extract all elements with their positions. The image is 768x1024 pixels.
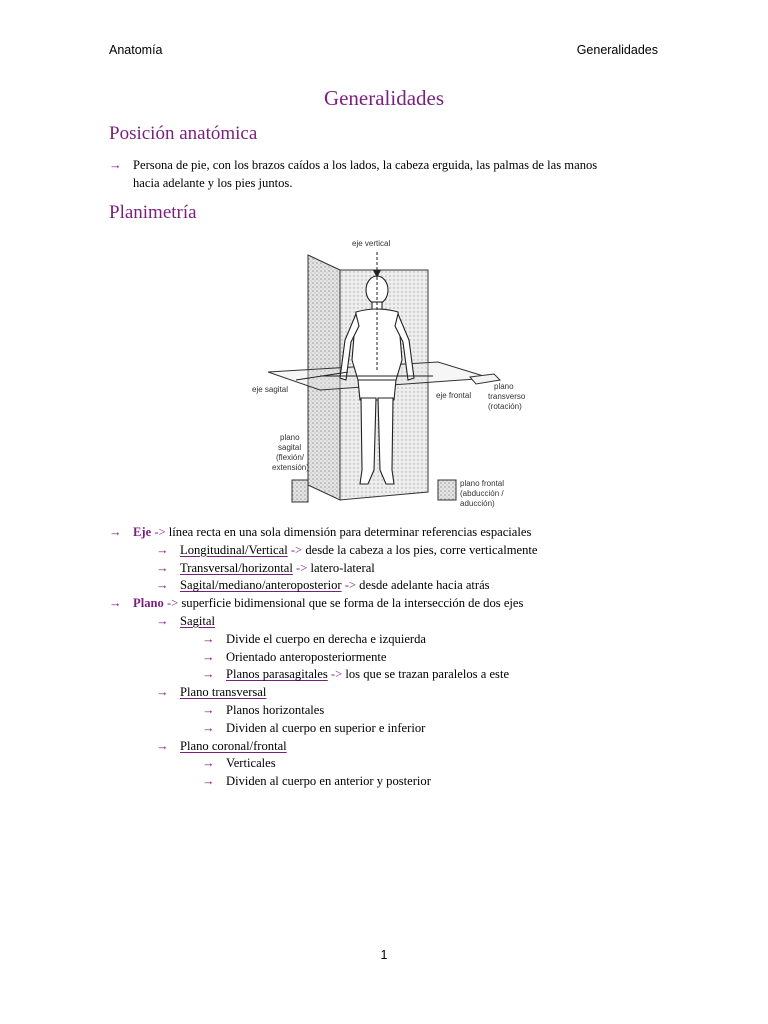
list-item-sagital-eje: → Sagital/mediano/anteroposterior -> desde adelante hacia atrás	[109, 577, 669, 595]
svg-text:plano: plano	[280, 433, 300, 442]
list-item-parasagitales: → Planos parasagitales -> los que se trazan paralelos a este	[109, 666, 669, 684]
svg-text:(flexión/: (flexión/	[276, 453, 305, 462]
label-plano-transverso	[488, 382, 526, 411]
paragraph-posicion	[109, 157, 661, 192]
list-item-plano-coronal	[109, 738, 669, 756]
arrow-icon: →	[109, 525, 122, 539]
label-eje-vertical: eje vertical	[352, 239, 391, 248]
frontal-legend-square	[438, 480, 456, 500]
arrow-icon: →	[202, 631, 215, 646]
arrow-icon: →	[109, 596, 122, 611]
arrow-icon: →	[156, 613, 169, 628]
planes-illustration	[228, 230, 540, 515]
heading-planimetria: Planimetría	[109, 202, 197, 223]
list-item-coronal-2: → Dividen al cuerpo en anterior y posterior	[109, 773, 669, 791]
list-item-transversal-2: → Dividen al cuerpo en superior e inferior	[109, 720, 669, 738]
term-plano: Plano	[133, 596, 164, 611]
page-number: 1	[380, 948, 388, 962]
label-eje-sagital: eje sagital	[252, 385, 289, 394]
svg-text:(abducción /: (abducción /	[460, 489, 504, 498]
svg-text:plano frontal: plano frontal	[460, 479, 505, 488]
term-plano-transversal: Plano transversal	[180, 685, 267, 700]
arrow-icon: →	[109, 158, 122, 172]
term-plano-coronal: Plano coronal/frontal	[180, 738, 287, 753]
term-eje: Eje	[133, 525, 152, 539]
term-transversal: Transversal/horizontal	[180, 560, 293, 575]
arrow-icon: →	[156, 685, 169, 700]
svg-text:(rotación): (rotación)	[488, 402, 522, 411]
list-item-sagital	[109, 613, 669, 631]
arrow-icon: →	[156, 738, 169, 753]
arrow-icon: →	[156, 578, 169, 593]
arrow-icon: →	[202, 774, 215, 789]
svg-text:sagital: sagital	[278, 443, 302, 452]
term-sagital: Sagital	[180, 613, 215, 628]
arrow-icon: →	[202, 720, 215, 735]
label-eje-frontal: eje frontal	[436, 391, 472, 400]
list-item-transversal: → Transversal/horizontal -> latero-lateral	[109, 560, 669, 578]
list-item-eje: → Eje -> línea recta en una sola dimensión para determinar referencias espaciales	[109, 524, 669, 542]
list-item-longitudinal: → Longitudinal/Vertical -> desde la cabeza a los pies, corre verticalmente	[109, 542, 669, 560]
list-item-plano-transversal	[109, 684, 669, 702]
arrow-icon: →	[202, 649, 215, 664]
header-right: Generalidades	[576, 43, 658, 57]
term-parasagitales: Planos parasagitales	[226, 667, 328, 682]
term-sagital-eje: Sagital/mediano/anteroposterior	[180, 578, 342, 593]
label-plano-frontal	[460, 479, 504, 508]
heading-posicion-anatomica: Posición anatómica	[109, 123, 258, 144]
sagittal-legend-square	[292, 480, 308, 502]
label-plano-sagital	[272, 433, 309, 472]
arrow-icon: →	[202, 702, 215, 717]
arrow-icon: →	[202, 667, 215, 682]
list-item-sagital-2: → Orientado anteroposteriormente	[109, 649, 669, 667]
svg-text:extensión): extensión)	[272, 463, 309, 472]
paragraph-line-2: hacia adelante y los pies juntos.	[133, 175, 293, 190]
header-left: Anatomía	[109, 43, 163, 57]
svg-text:plano: plano	[494, 382, 514, 391]
term-longitudinal: Longitudinal/Vertical	[180, 542, 288, 557]
list-item-coronal-1: → Verticales	[109, 755, 669, 773]
arrow-icon: →	[202, 756, 215, 771]
anatomical-planes-figure	[228, 230, 540, 515]
list-item-transversal-1: → Planos horizontales	[109, 702, 669, 720]
svg-text:transverso: transverso	[488, 392, 526, 401]
list-item-plano: → Plano -> superficie bidimensional que se forma de la intersección de dos ejes	[109, 595, 669, 613]
svg-text:aducción): aducción)	[460, 499, 495, 508]
arrow-icon: →	[156, 560, 169, 575]
planimetry-outline	[109, 524, 669, 791]
paragraph-line-1: Persona de pie, con los brazos caídos a los lados, la cabeza erguida, las palmas de las manos	[133, 158, 598, 172]
arrow-icon: →	[156, 542, 169, 557]
list-item-sagital-1: → Divide el cuerpo en derecha e izquierda	[109, 631, 669, 649]
page-title: Generalidades	[323, 86, 445, 110]
running-header	[109, 43, 658, 57]
